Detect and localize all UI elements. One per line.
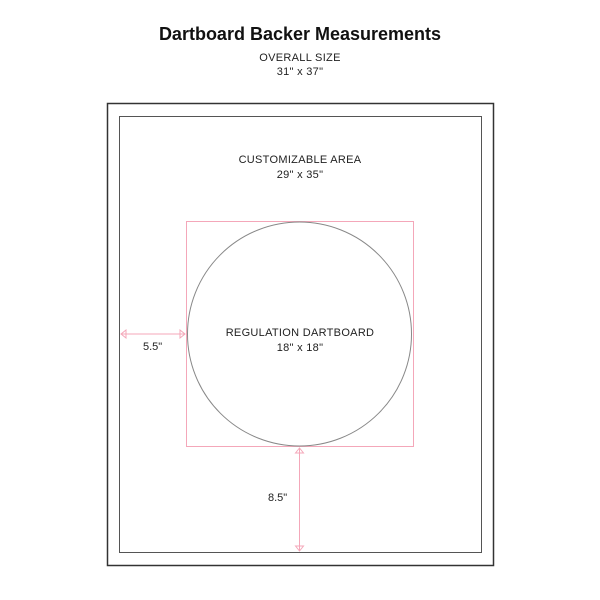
overall-size-value: 31" x 37" — [276, 66, 324, 78]
overall-size-label: OVERALL SIZE — [259, 52, 341, 64]
side-margin-label: 5.5" — [143, 341, 163, 353]
dartboard-label: REGULATION DARTBOARD — [225, 327, 375, 339]
dartboard-size: 18" x 18" — [276, 342, 324, 354]
bottom-margin-arrow — [296, 448, 304, 551]
bottom-margin-label: 8.5" — [268, 492, 288, 504]
customizable-area-size: 29" x 35" — [276, 169, 324, 181]
customizable-area-label: CUSTOMIZABLE AREA — [238, 154, 362, 166]
page-title: Dartboard Backer Measurements — [158, 24, 442, 44]
